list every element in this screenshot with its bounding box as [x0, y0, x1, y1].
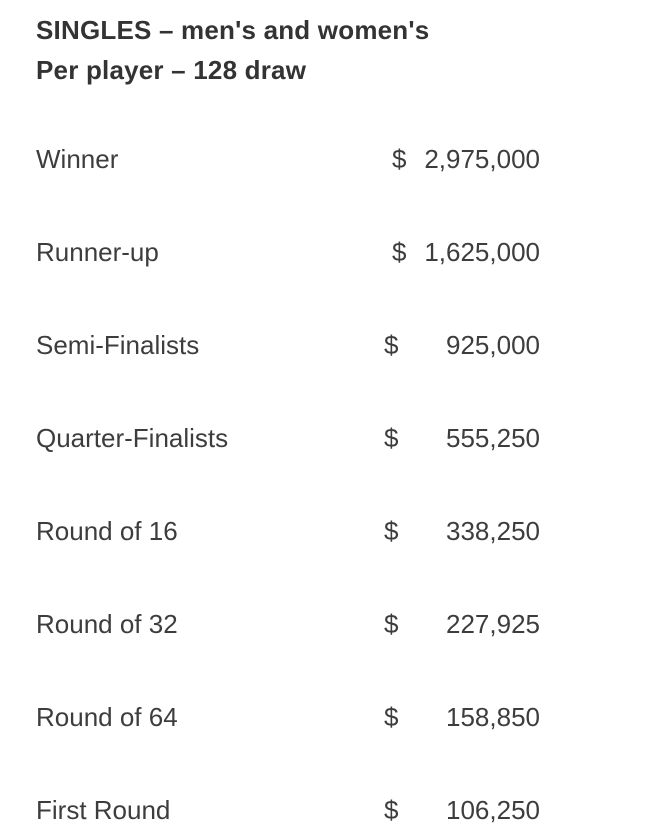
prize-row-quarter-finalists: [0, 418, 672, 458]
heading-line-per-player: Per player – 128 draw: [36, 55, 307, 85]
currency-symbol: $: [392, 237, 407, 267]
heading-line-singles: SINGLES – men's and women's: [36, 15, 430, 45]
prize-amount: 106,250: [446, 795, 540, 825]
prize-amount: 555,250: [446, 423, 540, 453]
prize-amount: 338,250: [446, 516, 540, 546]
currency-symbol: $: [384, 702, 399, 732]
prize-row-round-of-16: [0, 511, 672, 551]
currency-symbol: $: [384, 330, 399, 360]
prize-row-round-of-32: [0, 604, 672, 644]
currency-symbol: $: [392, 144, 407, 174]
round-label: Winner: [36, 144, 119, 174]
prize-amount: 2,975,000: [424, 144, 540, 174]
currency-symbol: $: [384, 795, 399, 825]
currency-symbol: $: [384, 423, 399, 453]
currency-symbol: $: [384, 516, 399, 546]
prize-row-first-round: [0, 790, 672, 830]
round-label: Round of 32: [36, 609, 178, 639]
round-label: Runner-up: [36, 237, 159, 267]
prize-row-round-of-64: [0, 697, 672, 737]
prize-amount: 158,850: [446, 702, 540, 732]
prize-amount: 227,925: [446, 609, 540, 639]
round-label: First Round: [36, 795, 171, 825]
round-label: Semi-Finalists: [36, 330, 200, 360]
round-label: Round of 64: [36, 702, 178, 732]
round-label: Round of 16: [36, 516, 178, 546]
prize-row-semi-finalists: [0, 325, 672, 365]
prize-row-runner-up: [0, 232, 672, 272]
round-label: Quarter-Finalists: [36, 423, 229, 453]
currency-symbol: $: [384, 609, 399, 639]
prize-amount: 1,625,000: [424, 237, 540, 267]
prize-row-winner: [0, 139, 672, 179]
prize-amount: 925,000: [446, 330, 540, 360]
